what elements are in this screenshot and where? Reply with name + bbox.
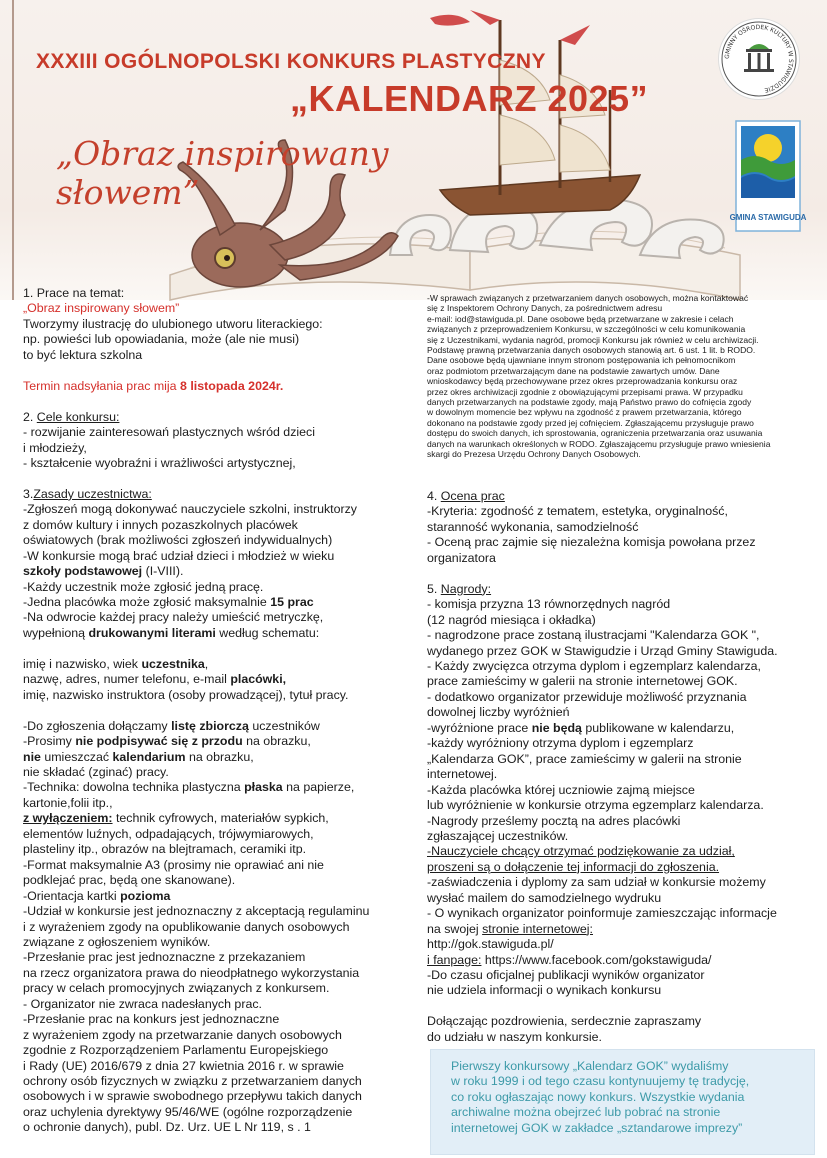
prizes-text: nie udziela informacji o wynikach konkursu <box>427 983 662 998</box>
gmina-stawiguda-logo <box>729 120 807 232</box>
gdpr-notice <box>427 293 825 460</box>
section1-text: Tworzymy ilustrację do ulubionego utworu literackiego: <box>23 316 323 331</box>
seal-icon <box>719 19 799 99</box>
prizes-text: -zaświadczenia i dyplomy za sam udział w konkursie możemy <box>427 875 766 890</box>
prizes-text: - dodatkowo organizator przewiduje możliwość przyznania <box>427 689 747 704</box>
prizes-text: internetowej. <box>427 767 498 782</box>
section4-heading: 4. Ocena prac <box>427 489 505 503</box>
section1-text: np. powieści lub opowiadania, może (ale nie musi) <box>23 332 300 347</box>
rules-text: kartonie,folii itp., <box>23 795 113 810</box>
closing-text: Dołączając pozdrowienia, serdecznie zapraszamy <box>427 1014 702 1029</box>
section1-heading: 1. Prace na temat: <box>23 286 125 300</box>
history-info-box <box>430 1049 815 1155</box>
gdpr-line: w dowolnym momencie bez wpływu na zgodność z prawem przetwarzania, którego <box>427 407 742 418</box>
left-column <box>23 286 418 1136</box>
frame-line <box>12 0 14 300</box>
rules-text: szkoły podstawowej (I-VIII). <box>23 564 184 579</box>
prizes-text: na swojej stronie internetowej: <box>427 921 593 936</box>
gok-seal-logo <box>718 18 800 100</box>
prizes-text: -Nagrody prześlemy pocztą na adres placówki <box>427 813 681 828</box>
gmina-coat-of-arms-icon <box>729 120 807 232</box>
info-line: archiwalne można obejrzeć lub pobrać na stronie <box>451 1105 721 1120</box>
gmina-label: GMINA STAWIGUDA <box>729 213 807 222</box>
rules-text: plasteliny itp., obrazów na blejtramach, ceramiki itp. <box>23 842 307 857</box>
rules-text: z domów kultury i innych pozaszkolnych placówek <box>23 517 298 532</box>
rules-text: elementów luźnych, odpadających, trójwymiarowych, <box>23 826 314 841</box>
gdpr-line: Dane osobowe będą ujawniane innym stronom postępowania ich pełnomocnikom <box>427 355 736 366</box>
closing-text: do udziału w naszym konkursie. <box>427 1029 602 1044</box>
rules-text: -Orientacja kartki pozioma <box>23 888 171 903</box>
calendar-title: „KALENDARZ 2025” <box>290 78 649 119</box>
gdpr-line: -W sprawach związanych z przetwarzaniem danych osobowych, można kontaktować <box>427 293 749 303</box>
prizes-text: -wyróżnione prace nie będą publikowane w kalendarzu, <box>427 720 735 735</box>
rules-text: -Przesłanie prac jest jednoznaczne z przekazaniem <box>23 950 306 965</box>
right-column <box>427 489 825 1045</box>
rules-text: -Format maksymalnie A3 (prosimy nie oprawiać ani nie <box>23 857 324 872</box>
prizes-text: (12 nagród miesiąca i okładka) <box>427 612 596 627</box>
prizes-text: -każdy wyróżniony otrzyma dyplom i egzemplarz <box>427 736 694 751</box>
prizes-text: - O wynikach organizator poinformuje zamieszczając informacje <box>427 906 777 921</box>
contest-title: XXXIII OGÓLNOPOLSKI KONKURS PLASTYCZNY <box>36 50 546 73</box>
section4-text: - Oceną prac zajmie się niezależna komisja powołana przez <box>427 535 756 550</box>
rules-text: i z wyrażeniem zgody na opublikowanie danych osobowych <box>23 919 350 934</box>
rules-text: pracy w celach promocyjnych związanych z konkursem. <box>23 981 330 996</box>
seal-text: GMINNY OŚRODEK KULTURY W STAWIGUDZIE <box>723 23 795 94</box>
prizes-text: zgłaszającej uczestników. <box>427 828 569 843</box>
section4-text: organizatora <box>427 550 496 565</box>
rules-text: -Zgłoszeń mogą dokonywać nauczyciele szkolni, instruktorzy <box>23 502 358 517</box>
rules-text: związane z ogłoszeniem wyników. <box>23 934 211 949</box>
gdpr-line: danych przetwarzanych na podstawie zgody, mają Państwo prawo do cofnięcia zgody <box>427 397 752 408</box>
gdpr-line: dostępu do swoich danych, ich sprostowania, ograniczenia przetwarzania oraz usuwania <box>427 428 763 439</box>
rules-text: zgodnie z Rozporządzeniem Parlamentu Europejskiego <box>23 1043 329 1058</box>
info-line: internetowej GOK w zakładce „sztandarowe imprezy” <box>451 1120 743 1135</box>
prizes-text: - Każdy zwycięzca otrzyma dyplom i egzemplarz kalendarza, <box>427 658 761 673</box>
section5-heading: 5. Nagrody: <box>427 581 492 596</box>
rules-text: -Udział w konkursie jest jednoznaczny z akceptacją regulaminu <box>23 904 370 919</box>
section2-text: - kształcenie wyobraźni i wrażliwości artystycznej, <box>23 455 296 470</box>
label-schema-line: imię, nazwisko instruktora (osoby prowadzącej), tytuł pracy. <box>23 687 349 702</box>
prizes-text: proszeni są o dołączenie tej informacji do zgłoszenia. <box>427 859 720 874</box>
gdpr-line: skargi do Prezesa Urzędu Ochrony Danych Osobowych. <box>427 449 641 460</box>
rules-text: o ochronie danych), publ. Dz. Urz. UE L Nr 119, s . 1 <box>23 1120 311 1135</box>
section4-text: staranność wykonania, samodzielność <box>427 519 639 534</box>
submission-deadline: Termin nadsyłania prac mija 8 listopada 2024r. <box>23 378 284 393</box>
info-line: w roku 1999 i od tego czasu kontynuujemy tę tradycję, <box>451 1074 750 1089</box>
rules-text: -W konkursie mogą brać udział dzieci i młodzież w wieku <box>23 548 335 563</box>
prizes-text: wysłać mailem do samodzielnego wydruku <box>427 890 662 905</box>
prizes-text: „Kalendarza GOK”, prace zamieścimy w galerii na stronie <box>427 751 742 766</box>
rules-text: nie składać (zginać) pracy. <box>23 764 169 779</box>
gdpr-line: się z Inspektorem Ochrony Danych, za pośrednictwem adresu <box>427 303 663 314</box>
section2-text: i młodzieży, <box>23 440 87 455</box>
rules-text: ochrony osób fizycznych w związku z przetwarzaniem danych <box>23 1074 362 1089</box>
section3-heading: 3.Zasady uczestnictwa: <box>23 486 152 501</box>
rules-text: z wyrażeniem zgody na przetwarzanie danych osobowych <box>23 1027 342 1042</box>
deadline-date: 8 listopada 2024r. <box>180 378 284 393</box>
gdpr-line: e-mail: iod@stawiguda.pl. Dane osobowe będą przetwarzane w zakresie i celach <box>427 313 734 324</box>
rules-text: podklejać prac, będą one skanowane). <box>23 873 236 888</box>
label-schema-line: nazwę, adres, numer telefonu, e-mail placówki, <box>23 672 287 687</box>
rules-text: -Każdy uczestnik może zgłosić jedną pracę. <box>23 579 264 594</box>
website-link[interactable]: http://gok.stawiguda.pl/ <box>427 937 554 952</box>
rules-text: -Technika: dowolna technika plastyczna płaska na papierze, <box>23 780 355 795</box>
gdpr-line: oraz podmiotom przetwarzającym dane na podstawie zawartych umów. Dane <box>427 365 720 376</box>
rules-text: -Prosimy nie podpisywać się z przodu na obrazku, <box>23 734 311 749</box>
rules-text: na rzecz organizatora prawa do nieodpłatnego wykorzystania <box>23 965 360 980</box>
rules-text: i Rady (UE) 2016/679 z dnia 27 kwietnia 2016 r. w sprawie <box>23 1058 344 1073</box>
prizes-text: - nagrodzone prace zostaną ilustracjami "Kalendarza GOK ", <box>427 628 760 643</box>
rules-text: -Na odwrocie każdej pracy należy umieścić metryczkę, <box>23 610 324 625</box>
rules-text: -Jedna placówka może zgłosić maksymalnie 15 prac <box>23 595 314 610</box>
rules-text: -Przesłanie prac na konkurs jest jednoznaczne <box>23 1012 280 1027</box>
gdpr-line: związanych z przeprowadzeniem Konkursu, w szczególności w celu komunikowania <box>427 324 746 335</box>
rules-text: z wyłączeniem: technik cyfrowych, materiałów sypkich, <box>23 811 329 826</box>
prizes-text: wydanego przez GOK w Stawigudzie i Urząd Gminy Stawiguda. <box>427 643 778 658</box>
gdpr-line: przez okres archiwizacji zgodnie z obowiązującymi przepisami prawa. W przypadku <box>427 386 743 397</box>
prizes-text: - komisja przyzna 13 równorzędnych nagród <box>427 597 671 612</box>
contest-theme-subtitle: „Obraz inspirowany słowem” <box>56 134 389 212</box>
gdpr-line: się z Uczestnikami, wydania nagród, promocji Konkursu jak również w celu archiwizacji. <box>427 334 759 345</box>
prizes-text: dowolnej liczby wyróżnień <box>427 705 570 720</box>
rules-text: oświatowych (brak możliwości zgłoszeń indywidualnych) <box>23 533 333 548</box>
info-line: co roku ogłaszając nowy konkurs. Wszystkie wydania <box>451 1089 745 1104</box>
label-schema-line: imię i nazwisko, wiek uczestnika, <box>23 656 209 671</box>
rules-text: - Organizator nie zwraca nadesłanych prac. <box>23 996 262 1011</box>
section2-text: - rozwijanie zainteresowań plastycznych wśród dzieci <box>23 425 315 440</box>
rules-text: wypełnioną drukowanymi literami według schematu: <box>23 625 320 640</box>
prizes-text: -Każda placówka której uczniowie zajmą miejsce <box>427 782 695 797</box>
prizes-text: lub wyróżnienie w konkursie otrzyma egzemplarz kalendarza. <box>427 798 764 813</box>
gdpr-line: Podstawę prawną przetwarzania danych osobowych stanowią art. 6 ust. 1 lit. b RODO. <box>427 345 756 356</box>
info-line: Pierwszy konkursowy „Kalendarz GOK” wydaliśmy <box>451 1059 729 1073</box>
section1-text: to być lektura szkolna <box>23 347 143 362</box>
section2-heading: 2. Cele konkursu: <box>23 409 120 424</box>
rules-text: -Do zgłoszenia dołączamy listę zbiorczą uczestników <box>23 718 320 733</box>
gdpr-line: wnioskodawcy będą przechowywane przez okres przeprowadzania konkursu oraz <box>427 376 738 387</box>
prizes-text: -Do czasu oficjalnej publikacji wyników organizator <box>427 968 705 983</box>
gdpr-line: danych na warunkach określonych w RODO. Zgłaszającemu przysługuje prawo wniesienia <box>427 438 771 449</box>
prizes-text: -Nauczyciele chcący otrzymać podziękowanie za udział, <box>427 844 735 859</box>
section4-text: -Kryteria: zgodność z tematem, estetyka, oryginalność, <box>427 504 728 519</box>
rules-text: osobowych i w sprawie swobodnego przepływu takich danych <box>23 1089 362 1104</box>
fanpage-link[interactable]: i fanpage: https://www.facebook.com/gokstawiguda/ <box>427 952 712 967</box>
gdpr-line: dokonano na podstawie zgody przed jej cofnięciem. Zgłaszającemu przysługuje prawo <box>427 417 754 428</box>
rules-text: oraz uchylenia dyrektywy 95/46/WE (ogólne rozporządzenie <box>23 1104 353 1119</box>
rules-text: nie umieszczać kalendarium na obrazku, <box>23 749 254 764</box>
section1-theme: „Obraz inspirowany słowem” <box>23 301 180 316</box>
prizes-text: prace zamieścimy w galerii na stronie internetowej GOK. <box>427 674 738 689</box>
